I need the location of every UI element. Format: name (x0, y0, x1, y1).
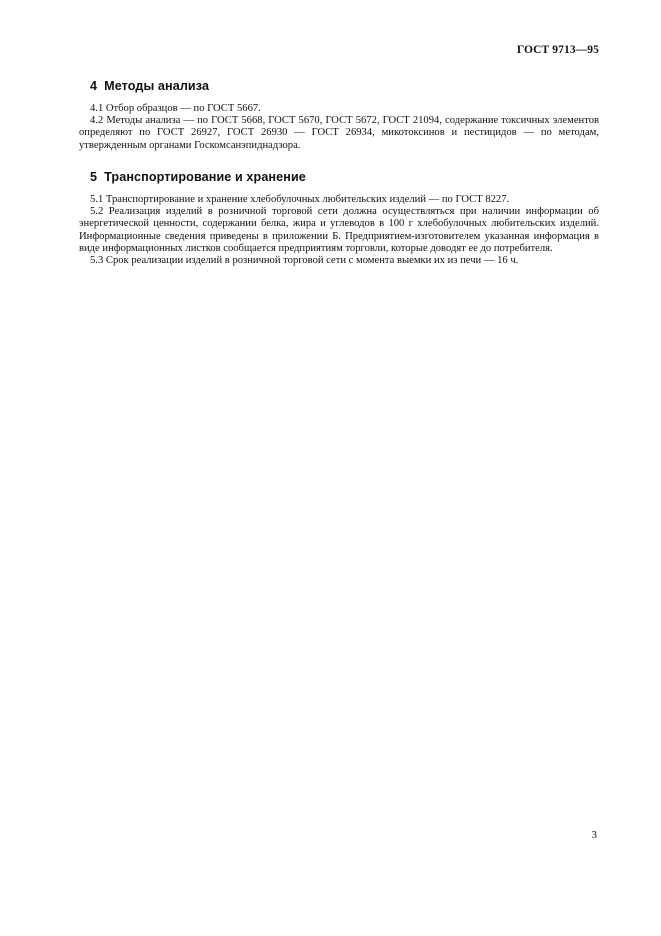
paragraph-4-2: 4.2 Методы анализа — по ГОСТ 5668, ГОСТ 5670, ГОСТ 5672, ГОСТ 21094, содержание токсичных элементов определяют по ГОСТ 26927, ГОСТ 26930 — ГОСТ 26934, микотоксинов и пестицидов — по методам, утвержденным органами Госкомсанэпиднадзора. (79, 115, 599, 151)
section-number: 5 (90, 170, 98, 184)
section-methods-of-analysis (79, 79, 599, 152)
paragraph-5-2: 5.2 Реализация изделий в розничной торговой сети должна осуществляться при наличии информации об энергетической ценности, содержании белка, жира и углеводов в 100 г хлебобулочных любительских изделий. Информационные сведения приведены в приложении Б. Предприятием-изготовителем указанная информация в виде информационных листков сообщается предприятиям торговли, которые доводят ее до потребителя. (79, 206, 599, 254)
paragraph-4-1: 4.1 Отбор образцов — по ГОСТ 5667. (90, 103, 261, 114)
section-title: Методы анализа (104, 79, 210, 93)
section-heading (90, 79, 599, 93)
standard-code-header: ГОСТ 9713—95 (516, 44, 599, 56)
section-number: 4 (90, 79, 98, 93)
paragraph-5-3: 5.3 Срок реализации изделий в розничной торговой сети с момента выемки их из печи — 16 ч. (90, 255, 519, 267)
paragraph-5-1: 5.1 Транспортирование и хранение хлебобулочных любительских изделий — по ГОСТ 8227. (90, 194, 510, 205)
section-title: Транспортирование и хранение (104, 170, 306, 184)
page-number: 3 (591, 829, 597, 841)
section-heading (90, 170, 599, 184)
section-transport-and-storage (79, 170, 599, 267)
